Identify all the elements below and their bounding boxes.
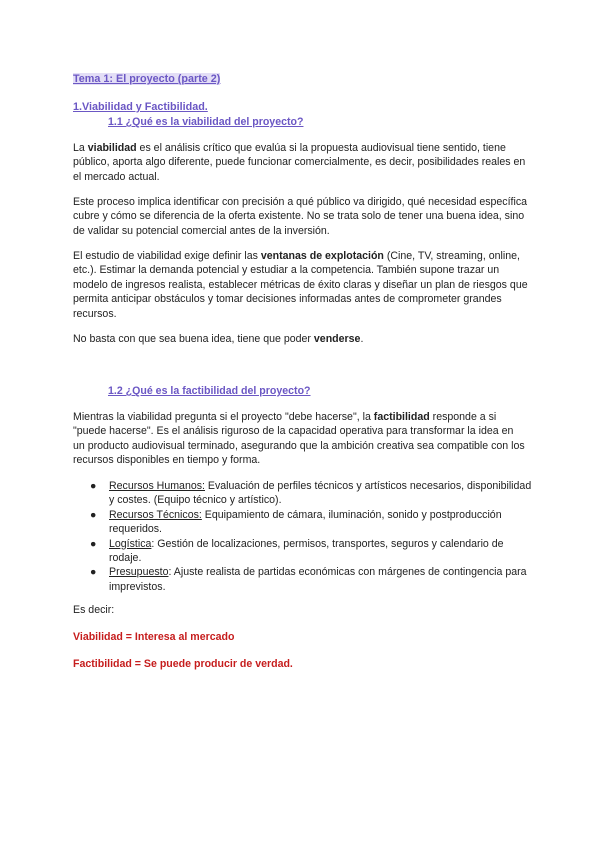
list-item: ● Logística: Gestión de localizaciones, permisos, transportes, seguros y calendario de rodaje. xyxy=(90,537,504,565)
es-decir-label: Es decir: xyxy=(73,604,115,616)
conclusion-factibilidad: Factibilidad = Se puede producir de verdad. xyxy=(73,658,293,670)
paragraph-factibilidad-definition: Mientras la viabilidad pregunta si el proyecto "debe hacerse", la factibilidad responde a si "puede hacerse". Es el análisis riguroso de la capacidad operativa para transformar la idea en un producto audiovisual terminado, asegurando que la ambición creativa sea compatible con los recursos disponibles en tiempo y forma. xyxy=(73,411,525,467)
subheading-factibilidad: 1.2 ¿Qué es la factibilidad del proyecto? xyxy=(108,385,311,397)
paragraph-venderse: No basta con que sea buena idea, tiene que poder venderse. xyxy=(73,333,364,345)
document-title-text: Tema 1: El proyecto (parte 2) xyxy=(73,73,221,85)
section-heading-viabilidad-factibilidad: 1.Viabilidad y Factibilidad. xyxy=(73,101,208,113)
bullet-icon: ● xyxy=(90,566,97,579)
list-item: ● Recursos Técnicos: Equipamiento de cámara, iluminación, sonido y postproducción requeridos. xyxy=(90,508,502,536)
factibilidad-bullet-list xyxy=(73,479,533,594)
subheading-viabilidad: 1.1 ¿Qué es la viabilidad del proyecto? xyxy=(108,116,304,128)
conclusion-viabilidad: Viabilidad = Interesa al mercado xyxy=(73,631,235,643)
paragraph-viabilidad-definition: La viabilidad es el análisis crítico que evalúa si la propuesta audiovisual tiene sentido, tiene público, aporta algo diferente, puede funcionar comercialmente, es decir, posibilidades reales en el mercado actual. xyxy=(73,142,526,183)
list-item: ● Presupuesto: Ajuste realista de partidas económicas con márgenes de contingencia para imprevistos. xyxy=(90,566,527,593)
document-title xyxy=(73,72,528,86)
bullet-icon: ● xyxy=(90,537,97,550)
bullet-icon: ● xyxy=(90,508,97,521)
bullet-icon: ● xyxy=(90,480,97,492)
paragraph-viabilidad-study: El estudio de viabilidad exige definir las ventanas de explotación (Cine, TV, streaming, online, etc.). Estimar la demanda potencial y estudiar a la competencia. También supone trazar un modelo de ingresos realista, establecer métricas de éxito claras y diseñar un plan de riesgos que permita anticipar obstáculos y tomar decisiones informadas antes de comprometer grandes recursos. xyxy=(73,250,528,320)
paragraph-viabilidad-process: Este proceso implica identificar con precisión a qué público va dirigido, qué necesidad específica cubre y cómo se diferencia de la oferta existente. No se trata solo de tener una buena idea, sino de validar su potencial comercial antes de la inversión. xyxy=(73,196,528,237)
list-item: ● Recursos Humanos: Evaluación de perfiles técnicos y artísticos necesarios, disponibilidad y costes. (Equipo técnico y artístico). xyxy=(90,480,532,507)
